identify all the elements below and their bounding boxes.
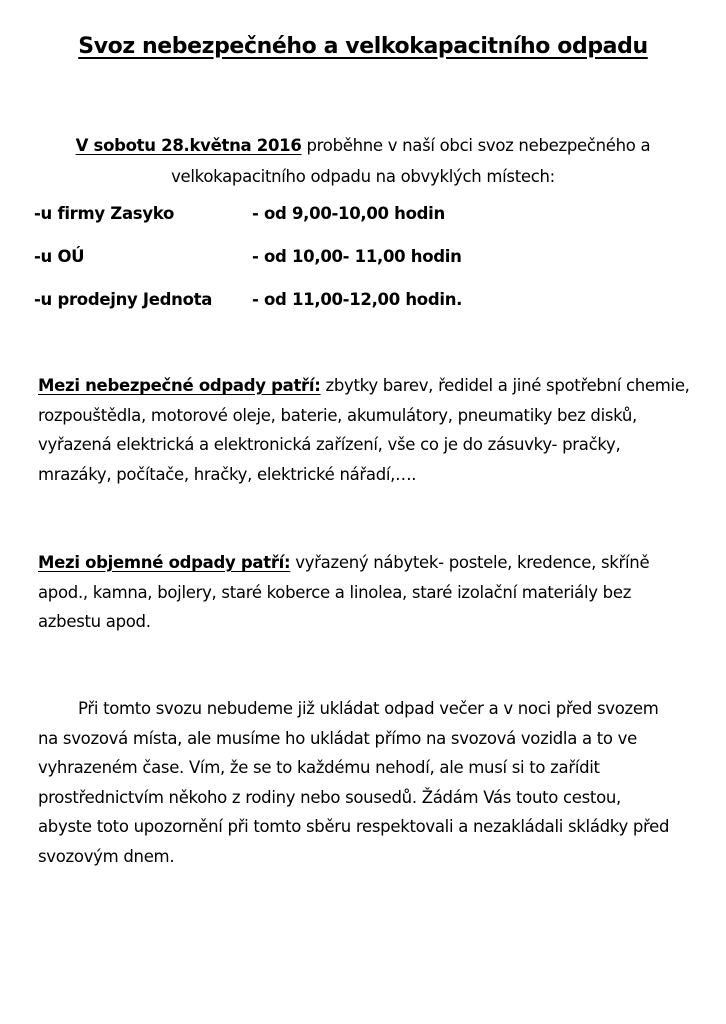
bulky-waste-paragraph (38, 548, 698, 637)
schedule-row (34, 198, 674, 241)
bulky-heading: Mezi objemné odpady patří: (38, 553, 291, 572)
hazardous-heading: Mezi nebezpečné odpady patří: (38, 376, 321, 395)
schedule-list (34, 198, 674, 327)
bulky-text: vyřazený nábytek- postele, kredence, skříně apod., kamna, bojlery, staré koberce a linolea, staré izolační materiály bez azbestu apod. (38, 553, 650, 631)
schedule-row (34, 241, 674, 284)
schedule-time: - od 11,00-12,00 hodin. (252, 290, 463, 309)
notice-paragraph (38, 694, 678, 871)
schedule-place: -u OÚ (34, 247, 85, 266)
hazardous-text: zbytky barev, ředidel a jiné spotřební chemie, rozpouštědla, motorové oleje, baterie, akumulátory, pneumatiky bez disků, vyřazená elektrická a elektronická zařízení, vše co je do zásuvky- pračky, mrazáky, počítače, hračky, elektrické nářadí,…. (38, 376, 690, 484)
intro-text: proběhne v naší obci svoz nebezpečného a velkokapacitního odpadu na obvyklých místech: (171, 136, 651, 186)
hazardous-waste-paragraph (38, 371, 698, 489)
schedule-time: - od 9,00-10,00 hodin (252, 204, 445, 223)
schedule-row (34, 284, 674, 327)
collection-date: V sobotu 28.května 2016 (75, 136, 302, 155)
notice-text: Při tomto svozu nebudeme již ukládat odpad večer a v noci před svozem na svozová místa, ale musíme ho ukládat přímo na svozová vozidla a to ve vyhrazeném čase. Vím, že se to každému nehodí, ale musí si to zařídit prostřednictvím někoho z rodiny nebo sousedů. Žádám Vás touto cestou, abyste toto upozornění při tomto sběru respektovali a nezakládali skládky před svozovým dnem. (38, 699, 670, 866)
schedule-place: -u prodejny Jednota (34, 290, 213, 309)
schedule-place: -u firmy Zasyko (34, 204, 175, 223)
title-text: Svoz nebezpečného a velkokapacitního odpadu (78, 34, 648, 59)
document-title (0, 34, 726, 59)
intro-paragraph (40, 130, 686, 192)
schedule-time: - od 10,00- 11,00 hodin (252, 247, 462, 266)
